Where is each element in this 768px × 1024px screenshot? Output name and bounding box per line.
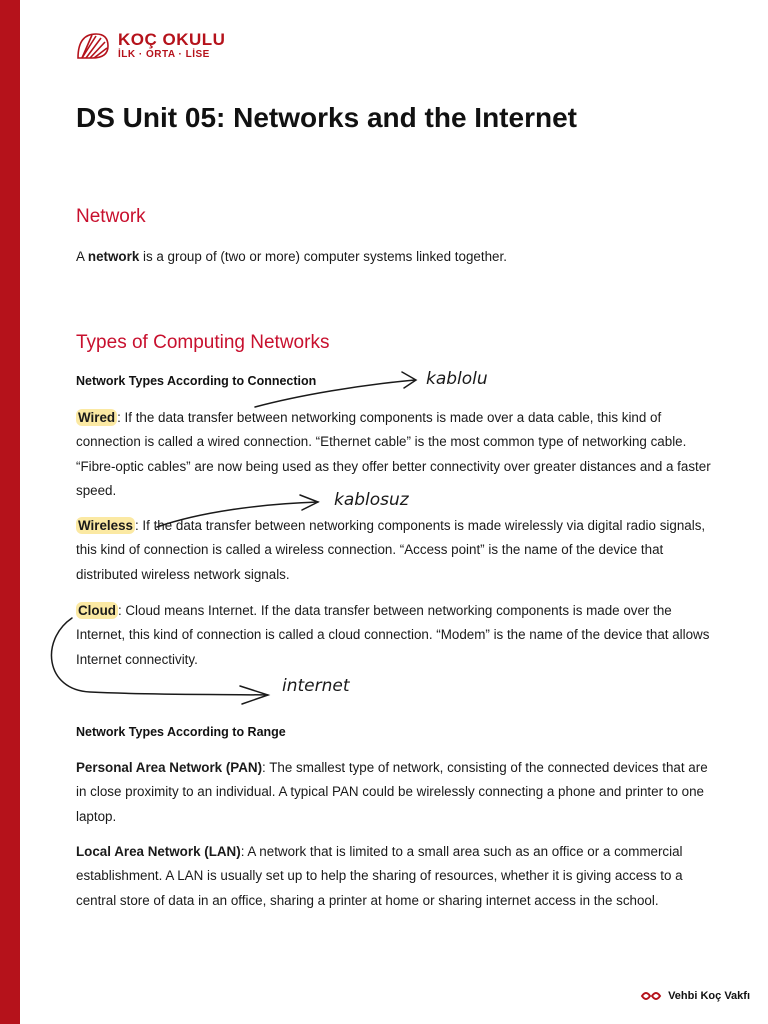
wireless-term: Wireless — [78, 518, 133, 533]
note-internet: internet — [282, 676, 350, 696]
lan-text: : A network that is limited to a small area such as an office or a commercial establishment. A LAN is usually set up to help the sharing of resources, whether it is giving access to a central store of data in an office, sharing a printer at home or sharing internet access in the school. — [76, 844, 683, 908]
cloud-paragraph — [76, 599, 716, 672]
wireless-text: : If the data transfer between networking components is made wirelessly via digital radio signals, this kind of connection is called a wireless connection. “Access point” is the name of the device that distributed wireless network signals. — [76, 518, 706, 582]
wired-term: Wired — [78, 410, 116, 425]
accent-side-bar — [0, 0, 20, 1024]
definition-pre: A — [76, 249, 88, 264]
note-kablolu: kablolu — [426, 369, 488, 389]
shell-logo-icon — [74, 30, 110, 62]
definition-post: is a group of (two or more) computer systems linked together. — [139, 249, 507, 264]
pan-term: Personal Area Network (PAN) — [76, 760, 263, 775]
subheading-range: Network Types According to Range — [76, 725, 286, 739]
lan-term: Local Area Network (LAN) — [76, 844, 241, 859]
foundation-mark-icon — [640, 990, 664, 1002]
lan-paragraph — [76, 840, 716, 913]
school-levels: İLK · ORTA · LİSE — [118, 49, 210, 60]
foundation-logo — [640, 990, 750, 1002]
wired-paragraph — [76, 406, 716, 503]
page-title: DS Unit 05: Networks and the Internet — [76, 102, 577, 133]
school-logo — [74, 30, 225, 62]
wireless-paragraph — [76, 514, 716, 587]
school-name: KOÇ OKULU — [118, 30, 226, 49]
definition-term: network — [87, 249, 140, 264]
wired-text: : If the data transfer between networking components is made over a data cable, this kind of connection is called a wired connection. “Ethernet cable” is the most common type of networking cable. “Fibre-optic cables” are now being used as they offer better connectivity over greater distances and a faster speed. — [76, 410, 711, 498]
cloud-text: : Cloud means Internet. If the data transfer between networking components is made over the Internet, this kind of connection is called a cloud connection. “Modem” is the name of the device that allows Internet connectivity. — [76, 603, 710, 667]
section-heading-network: Network — [76, 206, 146, 227]
cloud-bracket-head — [240, 686, 268, 704]
subheading-connection: Network Types According to Connection — [76, 374, 317, 388]
note-kablosuz: kablosuz — [334, 490, 409, 510]
wired-arrow-head — [402, 372, 416, 388]
pan-paragraph — [76, 756, 716, 829]
foundation-name: Vehbi Koç Vakfı — [668, 990, 750, 1002]
cloud-term: Cloud — [78, 603, 116, 618]
pan-text: : The smallest type of network, consisting of the connected devices that are in close proximity to an individual. A typical PAN could be wirelessly connecting a phone and printer to one laptop. — [76, 760, 708, 824]
network-definition — [76, 245, 716, 269]
section-heading-types: Types of Computing Networks — [76, 332, 330, 353]
